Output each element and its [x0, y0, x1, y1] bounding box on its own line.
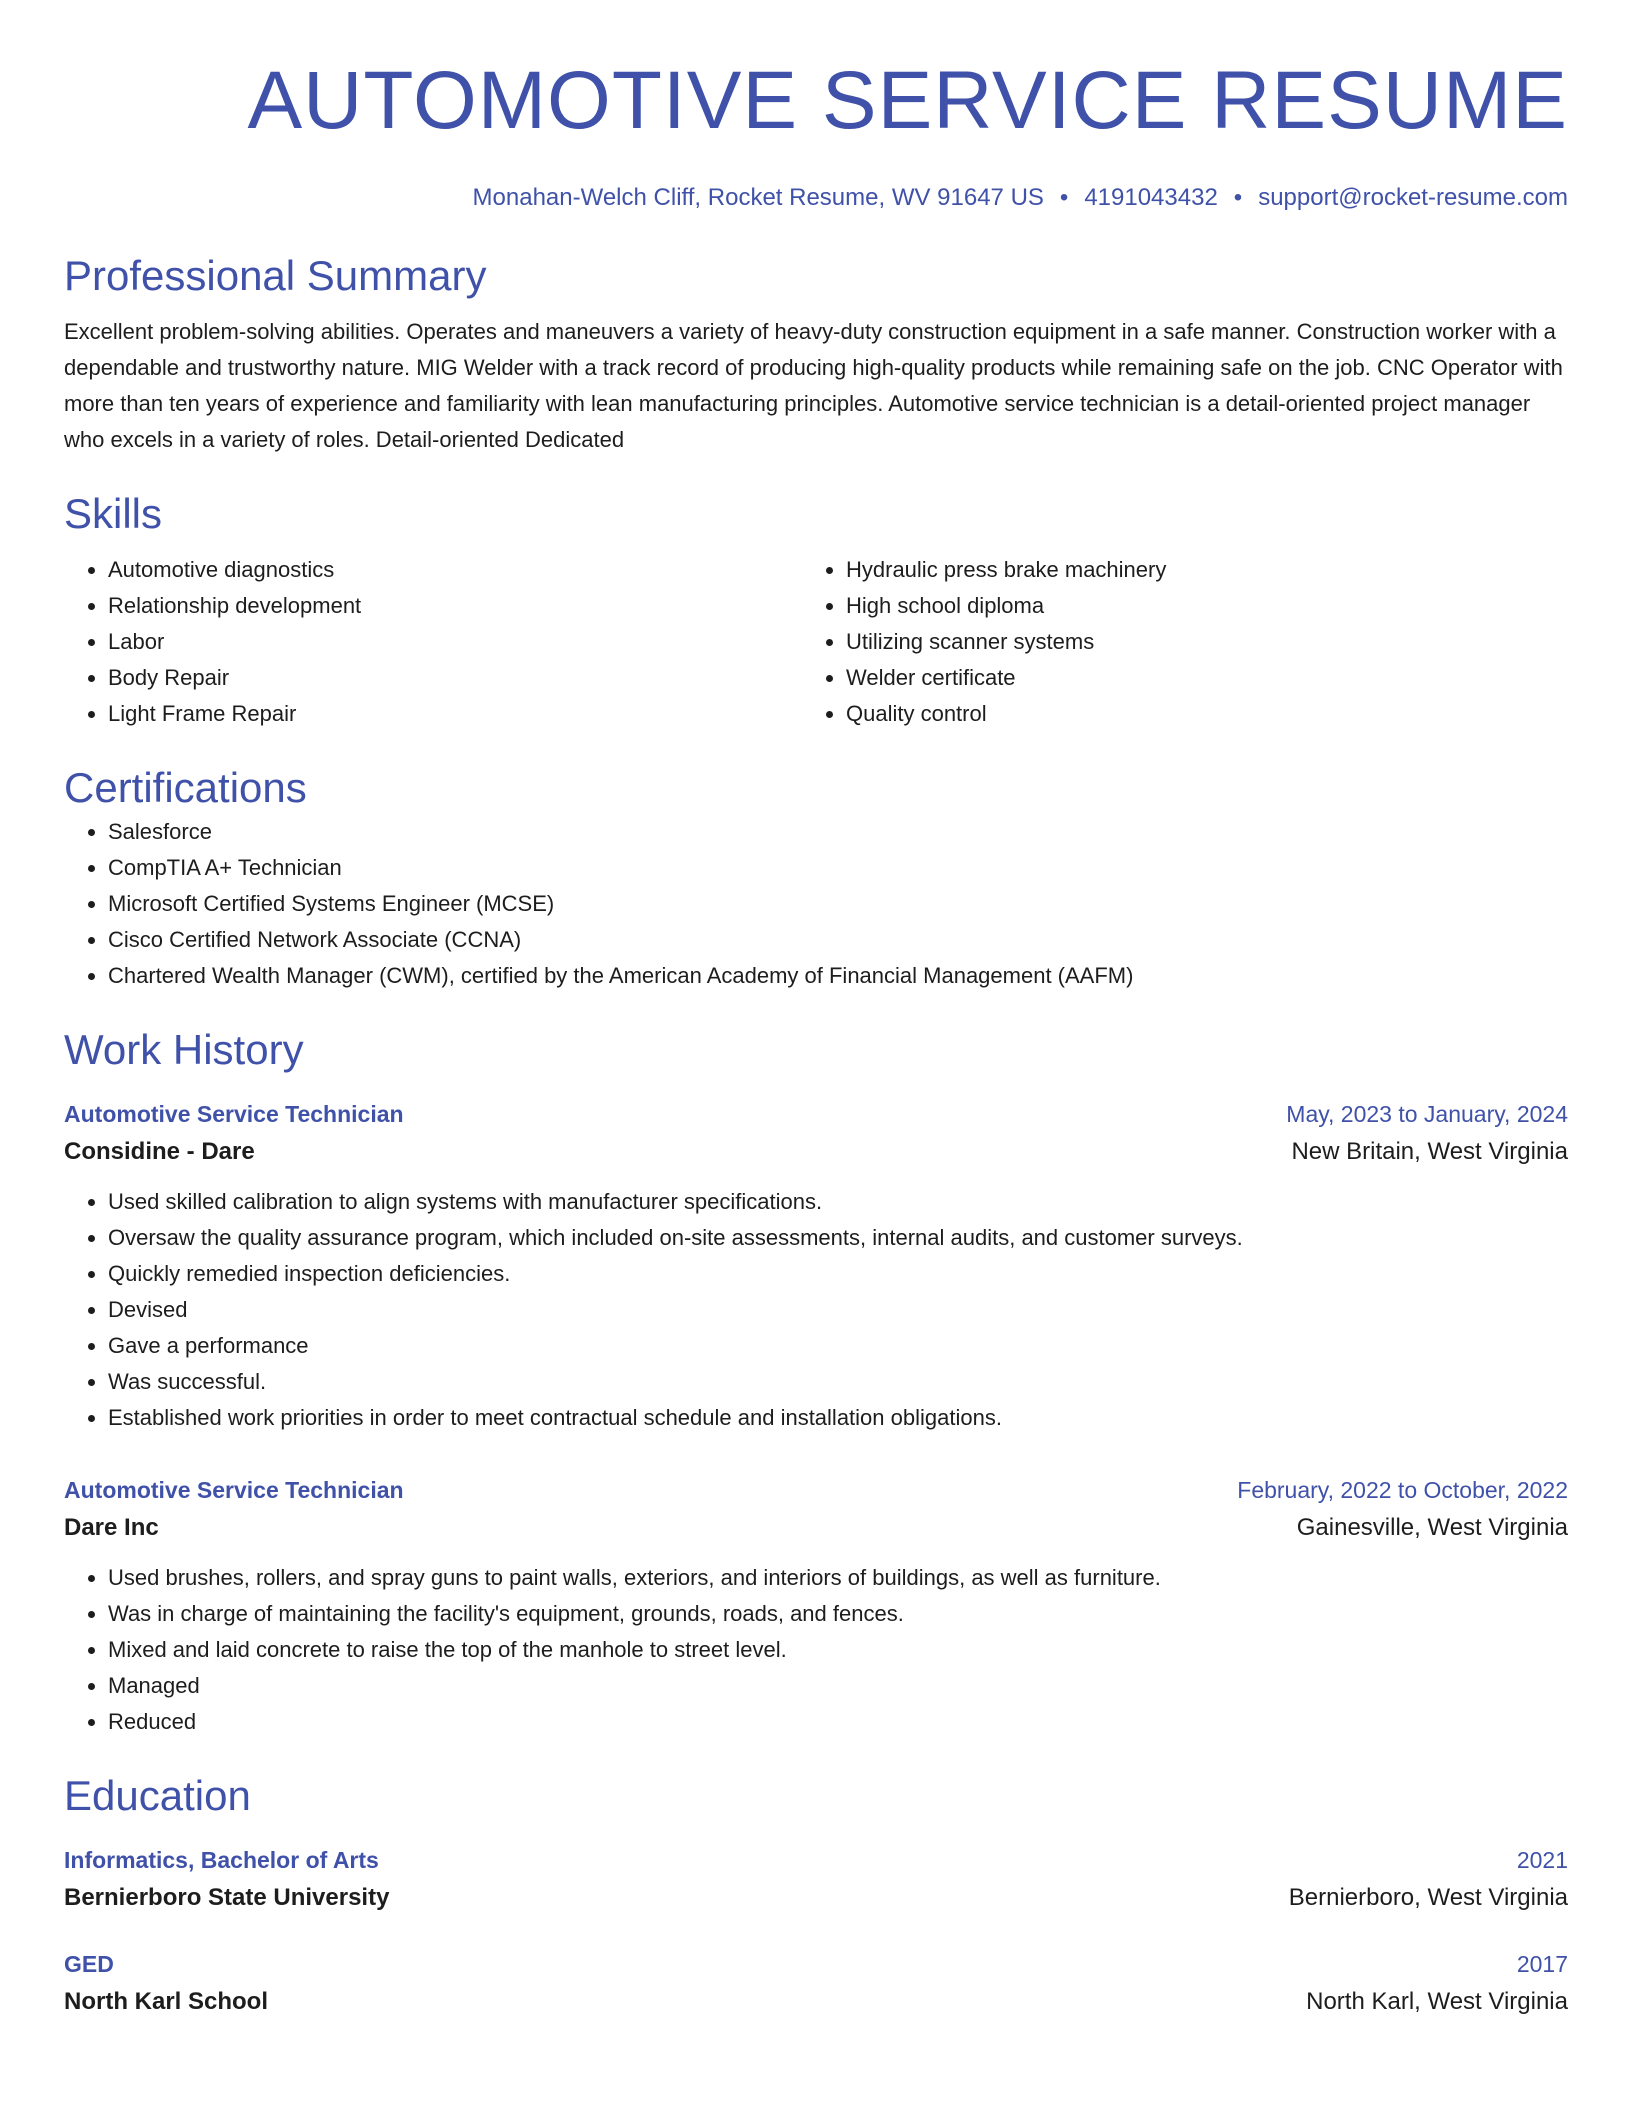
- education-header-row: [64, 1842, 1568, 1878]
- skill-item: • Quality control: [846, 696, 1540, 732]
- work-history-section: [64, 1024, 1568, 1740]
- job-duties-list: [64, 1560, 1568, 1740]
- skill-item: • Relationship development: [108, 588, 802, 624]
- skill-item: • Body Repair: [108, 660, 802, 696]
- certification-item: • Microsoft Certified Systems Engineer (MCSE): [108, 886, 1568, 922]
- job-duties-list: [64, 1184, 1568, 1436]
- education-school-row: [64, 1982, 1568, 2022]
- job-company-row: [64, 1508, 1568, 1548]
- skill-item: • Labor: [108, 624, 802, 660]
- job-duty-item: • Oversaw the quality assurance program, which included on-site assessments, internal audits, and customer surveys.: [108, 1220, 1568, 1256]
- job-header-row: [64, 1096, 1568, 1132]
- job-duty-item: • Gave a performance: [108, 1328, 1568, 1364]
- job-company: Considine - Dare: [64, 1138, 255, 1165]
- job-company: Dare Inc: [64, 1514, 159, 1541]
- skills-section: [64, 488, 1568, 732]
- education-entry: [64, 1842, 1568, 1918]
- section-title-summary: Professional Summary: [64, 252, 487, 299]
- section-title-work-history: Work History: [64, 1026, 304, 1073]
- job-duty-item: • Was in charge of maintaining the facility's equipment, grounds, roads, and fences.: [108, 1596, 1568, 1632]
- education-location: North Karl, West Virginia: [1306, 1988, 1568, 2015]
- education-school: Bernierboro State University: [64, 1884, 390, 1911]
- resume-title: AUTOMOTIVE SERVICE RESUME: [247, 55, 1568, 146]
- contact-phone: 4191043432: [1084, 184, 1218, 211]
- skills-column-right: [802, 552, 1540, 732]
- job-title: Automotive Service Technician: [64, 1101, 404, 1127]
- certification-item: • Cisco Certified Network Associate (CCNA): [108, 922, 1568, 958]
- job-duty-item: • Established work priorities in order to meet contractual schedule and installation obligations.: [108, 1400, 1568, 1436]
- certification-item: • Salesforce: [108, 814, 1568, 850]
- section-title-education: Education: [64, 1772, 251, 1819]
- contact-line: [64, 182, 1568, 214]
- certifications-section: [64, 762, 1568, 994]
- job-duty-item: • Devised: [108, 1292, 1568, 1328]
- education-header-row: [64, 1946, 1568, 1982]
- education-year: 2017: [1516, 1951, 1568, 1977]
- certification-item: • CompTIA A+ Technician: [108, 850, 1568, 886]
- education-school-row: [64, 1878, 1568, 1918]
- education-entry: [64, 1946, 1568, 2022]
- education-year: 2021: [1516, 1847, 1568, 1873]
- summary-section: [64, 250, 1568, 458]
- section-title-certifications: Certifications: [64, 764, 307, 811]
- skills-list-right: [802, 552, 1540, 732]
- certifications-list: [64, 814, 1568, 994]
- skills-column-left: [64, 552, 802, 732]
- job-title: Automotive Service Technician: [64, 1477, 404, 1503]
- contact-address: Monahan-Welch Cliff, Rocket Resume, WV 91647 US: [472, 184, 1044, 211]
- contact-email: support@rocket-resume.com: [1258, 184, 1568, 211]
- job-duty-item: • Mixed and laid concrete to raise the top of the manhole to street level.: [108, 1632, 1568, 1668]
- job-location: Gainesville, West Virginia: [1296, 1514, 1568, 1541]
- skill-item: • Welder certificate: [846, 660, 1540, 696]
- job-entry: [64, 1096, 1568, 1436]
- skill-item: • Utilizing scanner systems: [846, 624, 1540, 660]
- job-duty-item: • Quickly remedied inspection deficiencies.: [108, 1256, 1568, 1292]
- education-location: Bernierboro, West Virginia: [1288, 1884, 1568, 1911]
- job-entry: [64, 1472, 1568, 1740]
- resume-header: [64, 54, 1568, 214]
- skill-item: • High school diploma: [846, 588, 1540, 624]
- section-title-skills: Skills: [64, 490, 163, 537]
- contact-separator: •: [1233, 184, 1243, 211]
- summary-text: Excellent problem-solving abilities. Operates and maneuvers a variety of heavy-duty construction equipment in a safe manner. Construction worker with a dependable and trustworthy nature. MIG Welder with a track record of producing high-quality products while remaining safe on the job. CNC Operator with more than ten years of experience and familiarity with lean manufacturing principles. Automotive service technician is a detail-oriented project manager who excels in a variety of roles. Detail-oriented Dedicated: [64, 319, 1563, 452]
- job-duty-item: • Used skilled calibration to align systems with manufacturer specifications.: [108, 1184, 1568, 1220]
- job-location: New Britain, West Virginia: [1291, 1138, 1568, 1165]
- job-duty-item: • Was successful.: [108, 1364, 1568, 1400]
- job-duty-item: • Reduced: [108, 1704, 1568, 1740]
- job-dates: May, 2023 to January, 2024: [1286, 1101, 1568, 1127]
- skill-item: • Automotive diagnostics: [108, 552, 802, 588]
- job-company-row: [64, 1132, 1568, 1172]
- job-duty-item: • Used brushes, rollers, and spray guns to paint walls, exteriors, and interiors of buildings, as well as furniture.: [108, 1560, 1568, 1596]
- skills-list-left: [64, 552, 802, 732]
- education-degree: Informatics, Bachelor of Arts: [64, 1847, 379, 1873]
- education-section: [64, 1770, 1568, 2022]
- education-degree: GED: [64, 1951, 114, 1977]
- skill-item: • Hydraulic press brake machinery: [846, 552, 1540, 588]
- skill-item: • Light Frame Repair: [108, 696, 802, 732]
- contact-separator: •: [1059, 184, 1069, 211]
- job-header-row: [64, 1472, 1568, 1508]
- job-duty-item: • Managed: [108, 1668, 1568, 1704]
- education-school: North Karl School: [64, 1988, 269, 2015]
- certification-item: • Chartered Wealth Manager (CWM), certified by the American Academy of Financial Management (AAFM): [108, 958, 1568, 994]
- job-dates: February, 2022 to October, 2022: [1237, 1477, 1568, 1503]
- skills-grid: [64, 552, 1568, 732]
